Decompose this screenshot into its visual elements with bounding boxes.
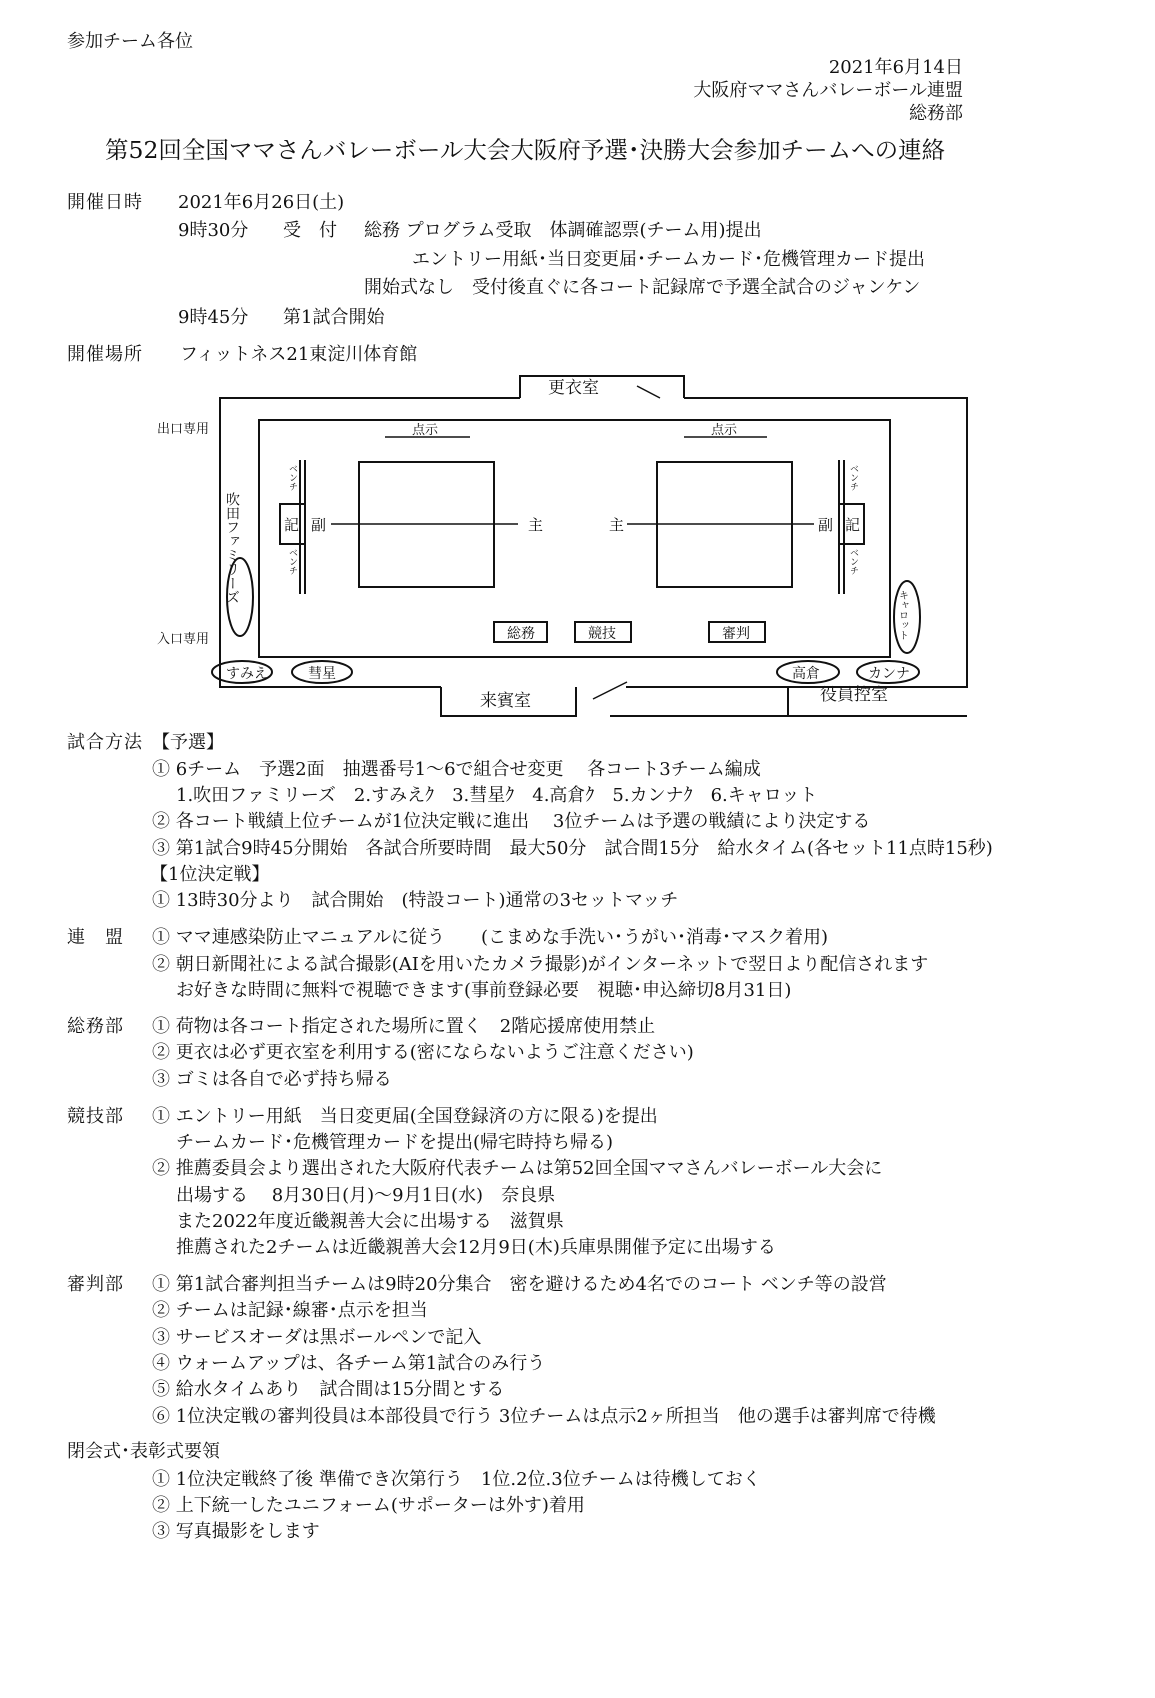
team-carrot-label: キャロット [896,590,908,640]
closing-line-1: ① 1位決定戦終了後 準備でき次第行う 1位.2位.3位チームは待機しておく [152,1469,761,1490]
method-line-3: ② 各コート戦績上位チームが1位決定戦に進出 3位チームは予選の戦績により決定する [152,811,871,832]
somubu-line-3: ③ ゴミは各自で必ず持ち帰る [152,1069,392,1090]
changing-room-label: 更衣室 [548,378,599,398]
exit-label: 出口専用 [157,422,210,437]
venue-name: フィットネス21東淀川体育館 [180,344,418,365]
bench-label-left-bottom: ベンチ [287,548,297,575]
method-line-4: ③ 第1試合9時45分開始 各試合所要時間 最大50分 試合間15分 給水タイム(各セット11点時15秒) [152,838,993,859]
shinpanbu-label: 審判部 [67,1274,124,1295]
reception-detail-1: 総務 プログラム受取 体調確認票(チーム用)提出 [364,220,762,241]
kyogibu-line-6: 推薦された2チームは近畿親善大会12月9日(木)兵庫県開催予定に出場する [176,1237,776,1258]
renmei-line-1: ① ママ連感染防止マニュアルに従う (こまめな手洗い･うがい･消毒･マスク着用) [152,927,829,948]
closing-line-2: ② 上下統一したユニフォーム(サポーターは外す)着用 [152,1495,585,1516]
somu-table-label: 総務 [507,626,535,642]
department-name: 総務部 [909,103,963,124]
schedule-label: 開催日時 [67,192,143,213]
somubu-line-2: ② 更衣は必ず更衣室を利用する(密にならないようご注意ください) [152,1042,694,1063]
shinpan-table-label: 審判 [722,626,750,642]
closing-label: 閉会式･表彰式要領 [67,1441,220,1462]
score-label-right: 点示 [711,423,738,438]
shinpanbu-line-3: ③ サービスオーダは黒ボールペンで記入 [152,1327,482,1348]
sub-referee-left: 副 [311,516,327,534]
shinpanbu-line-1: ① 第1試合審判担当チームは9時20分集合 密を避けるため4名でのコート ベンチ等の設営 [152,1274,887,1295]
renmei-line-2: ② 朝日新聞社による試合撮影(AIを用いたカメラ撮影)がインターネットで翌日より配信されます [152,954,929,975]
team-takakura-label: 高倉 [792,666,820,682]
guest-room-label: 来賓室 [480,691,531,711]
team-kanna-label: カンナ [868,666,910,682]
reception-detail-2: エントリー用紙･当日変更届･チームカード･危機管理カード提出 [412,249,925,270]
record-label-left: 記 [284,516,300,534]
shinpanbu-line-2: ② チームは記録･線審･点示を担当 [152,1300,428,1321]
method-line-2: 1.吹田ファミリーズ 2.すみえｸ 3.彗星ｸ 4.高倉ｸ 5.カンナｸ 6.キャロット [176,785,818,806]
venue-diagram [0,0,1155,760]
record-label-right: 記 [845,516,861,534]
method-label: 試合方法 [67,732,143,753]
method-line-1: ① 6チーム 予選2面 抽選番号1～6で組合せ変更 各コート3チーム編成 [152,759,761,780]
kyogibu-line-5: また2022年度近畿親善大会に出場する 滋賀県 [176,1211,564,1232]
method-line-5: ① 13時30分より 試合開始 (特設コート)通常の3セットマッチ [152,890,679,911]
entrance-label: 入口専用 [157,632,210,647]
renmei-line-3: お好きな時間に無料で視聴できます(事前登録必要 視聴･申込締切8月31日) [176,980,792,1001]
kyogibu-line-4: 出場する 8月30日(月)～9月1日(水) 奈良県 [176,1185,556,1206]
somubu-label: 総務部 [67,1016,124,1037]
first-match-time: 9時45分 [178,307,249,328]
page-title: 第52回全国ママさんバレーボール大会大阪府予選･決勝大会参加チームへの連絡 [105,136,946,164]
sub-referee-right: 副 [818,516,834,534]
shinpanbu-line-4: ④ ウォームアップは、各チーム第1試合のみ行う [152,1353,546,1374]
kyogibu-label: 競技部 [67,1106,124,1127]
score-label-left: 点示 [412,423,439,438]
somubu-line-1: ① 荷物は各コート指定された場所に置く 2階応援席使用禁止 [152,1016,656,1037]
method-yosen-heading: 【予選】 [152,732,224,753]
reception-detail-3: 開始式なし 受付後直ぐに各コート記録席で予選全試合のジャンケン [364,277,921,298]
document-date: 2021年6月14日 [828,57,963,78]
bench-label-right-bottom: ベンチ [848,548,858,575]
team-suisei-label: 彗星 [308,666,336,682]
addressee: 参加チーム各位 [67,31,193,52]
kyogibu-line-2: チームカード･危機管理カードを提出(帰宅時持ち帰る) [176,1132,614,1153]
reception-time: 9時30分 [178,220,249,241]
organization-name: 大阪府ママさんバレーボール連盟 [693,80,963,101]
main-referee-left: 主 [528,516,544,534]
renmei-label: 連 盟 [67,927,124,948]
bench-label-left-top: ベンチ [287,464,297,491]
kyogibu-line-1: ① エントリー用紙 当日変更届(全国登録済の方に限る)を提出 [152,1106,658,1127]
bench-label-right-top: ベンチ [848,464,858,491]
first-match-label: 第1試合開始 [283,307,385,328]
kyogibu-line-3: ② 推薦委員会より選出された大阪府代表チームは第52回全国ママさんバレーボール大会に [152,1158,883,1179]
shinpanbu-line-6: ⑥ 1位決定戦の審判役員は本部役員で行う 3位チームは点示2ヶ所担当 他の選手は審判席で待機 [152,1406,936,1427]
team-sumie-label: すみえ [226,666,268,682]
venue-label: 開催場所 [67,344,143,365]
shinpanbu-line-5: ⑤ 給水タイムあり 試合間は15分間とする [152,1379,505,1400]
kyogi-table-label: 競技 [588,626,616,642]
main-referee-right: 主 [609,516,625,534]
staff-room-label: 役員控室 [820,685,888,705]
team-suita-label: 吹田ファミリーズ [224,492,240,604]
event-date: 2021年6月26日(土) [178,192,345,213]
method-kettei-heading: 【1位決定戦】 [150,864,270,885]
closing-line-3: ③ 写真撮影をします [152,1521,320,1542]
reception-label: 受 付 [283,220,337,241]
